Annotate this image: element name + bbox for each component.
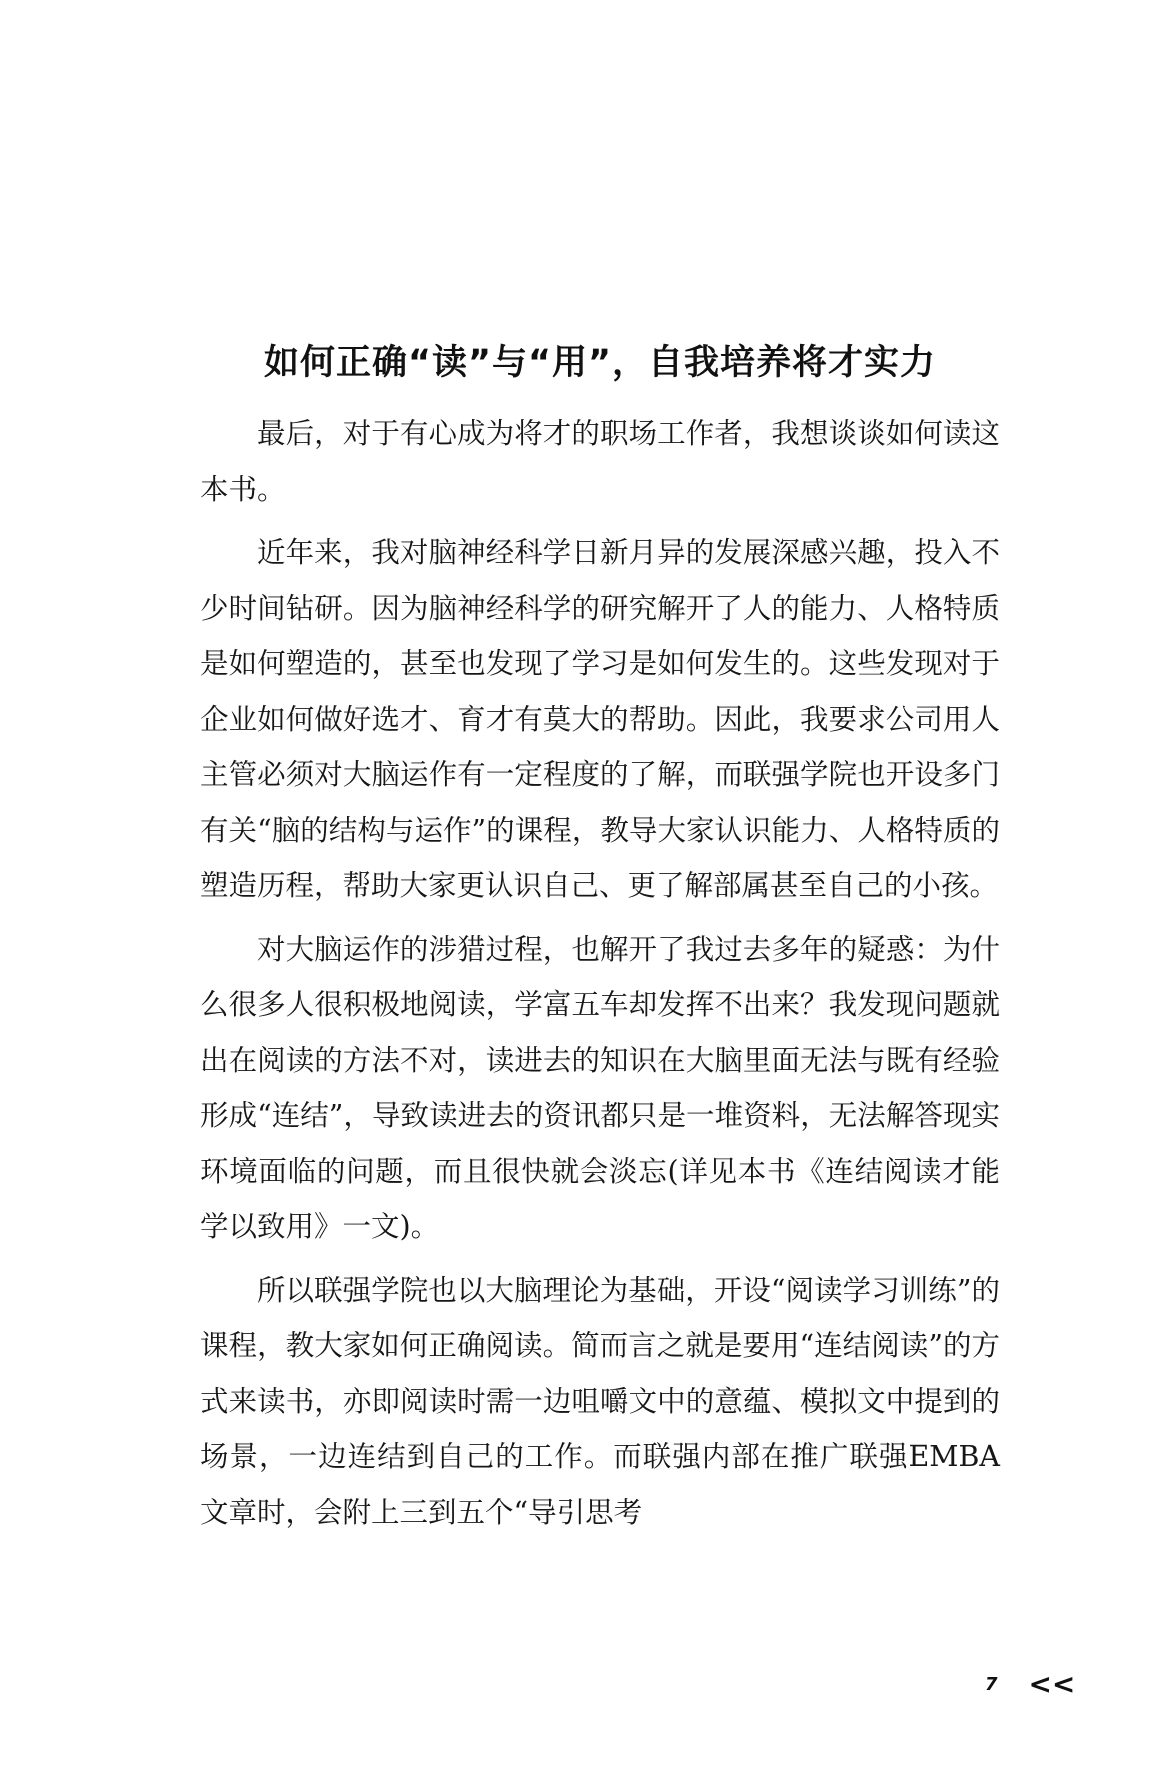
- paragraph-1: 最后，对于有心成为将才的职场工作者，我想谈谈如何读这本书。: [200, 417, 1000, 506]
- paragraph-4: 所以联强学院也以大脑理论为基础，开设“阅读学习训练”的课程，教大家如何正确阅读。简而言之就是要用“连结阅读”的方式来读书，亦即阅读时需一边咀嚼文中的意蕴、模拟文中提到的场景，一边连结到自己的工作。而联强内部在推广联强EMBA文章时，会附上三到五个“导引思考: [200, 1273, 1000, 1529]
- section-title: 如何正确“读”与“用”，自我培养将才实力: [263, 343, 936, 384]
- page-marker: <<: [1028, 1667, 1076, 1701]
- body-text: [200, 406, 1000, 1548]
- paragraph-3: 对大脑运作的涉猎过程，也解开了我过去多年的疑惑：为什么很多人很积极地阅读，学富五车却发挥不出来？我发现问题就出在阅读的方法不对，读进去的知识在大脑里面无法与既有经验形成“连结”，导致读进去的资讯都只是一堆资料，无法解答现实环境面临的问题，而且很快就会淡忘(详见本书《连结阅读才能学以致用》一文)。: [200, 932, 1000, 1243]
- page-number: 7: [985, 1673, 998, 1695]
- paragraph-2: 近年来，我对脑神经科学日新月异的发展深感兴趣，投入不少时间钻研。因为脑神经科学的研究解开了人的能力、人格特质是如何塑造的，甚至也发现了学习是如何发生的。这些发现对于企业如何做好选才、育才有莫大的帮助。因此，我要求公司用人主管必须对大脑运作有一定程度的了解，而联强学院也开设多门有关“脑的结构与运作”的课程，教导大家认识能力、人格特质的塑造历程，帮助大家更认识自己、更了解部属甚至自己的小孩。: [200, 536, 1000, 902]
- page-footer: [985, 1666, 1075, 1701]
